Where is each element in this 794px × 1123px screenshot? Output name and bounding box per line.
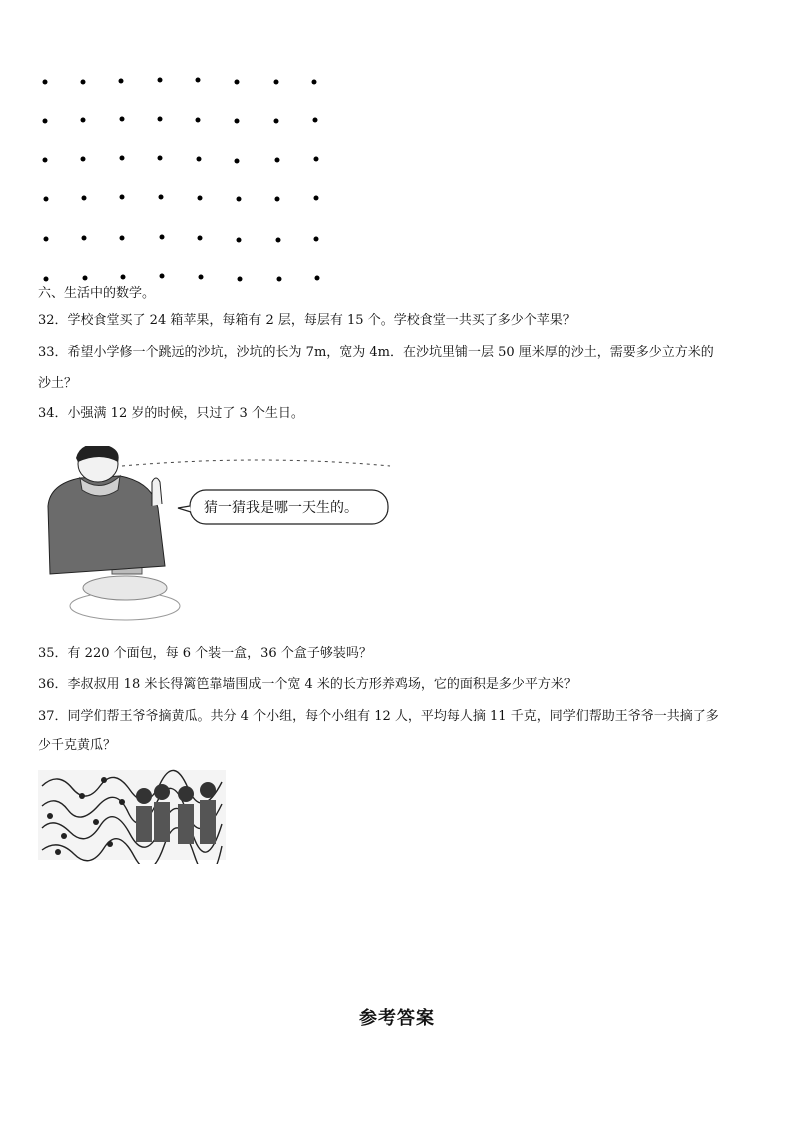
question-37-continued: 少千克黄瓜？ [38,738,117,753]
question-34: 34．小强满 12 岁的时候，只过了 3 个生日。 [38,406,304,421]
answer-key-title: 参考答案 [359,1008,435,1029]
speech-bubble-text: 猜一猜我是哪一天生的。 [204,501,358,516]
question-33-continued: 沙土？ [38,376,78,391]
question-35: 35．有 220 个面包，每 6 个装一盒，36 个盒子够装吗？ [38,646,372,661]
question-32: 32．学校食堂买了 24 箱苹果，每箱有 2 层，每层有 15 个。学校食堂一共买了多少个苹果？ [38,313,576,328]
question-36: 36．李叔叔用 18 米长得篱笆靠墙围成一个宽 4 米的长方形养鸡场，它的面积是多少平方米？ [38,677,577,692]
cucumber-picking-illustration [38,766,228,864]
question-37: 37．同学们帮王爷爷摘黄瓜。共分 4 个小组，每个小组有 12 人，平均每人摘 11 千克，同学们帮助王爷爷一共摘了多 [38,709,719,724]
question-33: 33．希望小学修一个跳远的沙坑，沙坑的长为 7m，宽为 4m．在沙坑里铺一层 50 厘米厚的沙土，需要多少立方米的 [38,345,714,360]
section-heading: 六、生活中的数学。 [38,286,156,301]
dot-grid [0,0,794,300]
boy-birthday-illustration [40,446,392,626]
